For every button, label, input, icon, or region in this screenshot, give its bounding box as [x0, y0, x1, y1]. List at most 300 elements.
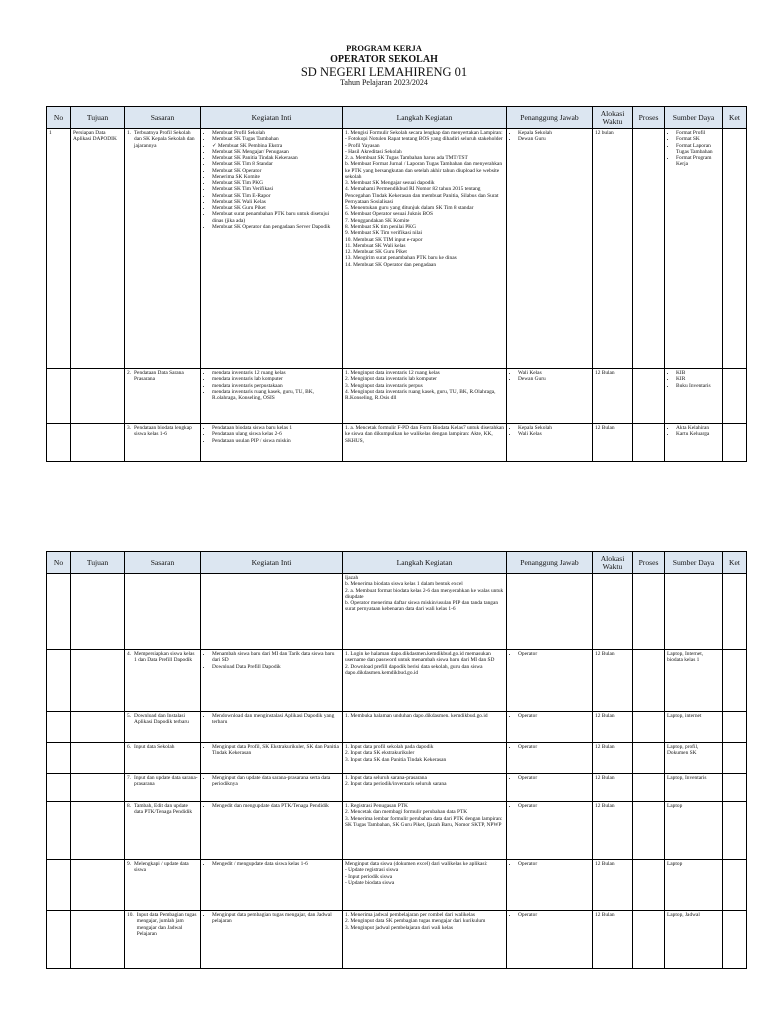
cell-kegiatan-inti [201, 712, 343, 743]
pj-list [509, 425, 590, 438]
langkah-item: - Input periodik siswa [345, 873, 393, 880]
sumber-item: • Akta Kelahiran [676, 425, 720, 431]
sasaran-number: 3. [127, 425, 132, 431]
kegiatan-item: • mendata inventaris perpustakaan [212, 383, 340, 389]
langkah-item: 3. Input data SK dan Panitia Tindak Kekerasan [345, 756, 447, 763]
cell-ket [723, 129, 747, 369]
col-header-alokasi-waktu: Alokasi Waktu [593, 552, 633, 574]
kegiatan-item: • Mengedit / mengupdate data siswa kelas 1-6 [212, 861, 340, 867]
cell-langkah-kegiatan [343, 712, 507, 743]
sasaran-number: 10. [127, 912, 134, 918]
cell-alokasi-waktu: 12 Bulan [593, 424, 633, 462]
cell-sumber-daya [665, 860, 723, 911]
cell-alokasi-waktu: 12 Bulan [593, 650, 633, 712]
langkah-item: 2. Menginput data SK pembagian tugas mengajar dari kurikulum [345, 918, 486, 925]
cell-kegiatan-inti [201, 911, 343, 969]
langkah-item: 1. Input data profil sekolah pada dapodik [345, 744, 434, 750]
cell-tujuan [71, 802, 125, 860]
kegiatan-item: • Membuat SK Tugas Tambahan [212, 136, 340, 142]
cell-sasaran [125, 860, 201, 911]
cell-tujuan [71, 743, 125, 774]
cell-kegiatan-inti [201, 574, 343, 650]
kegiatan-item: • Menginput data pembagian tugas mengajar, dan Jadwal pelajaran [212, 912, 340, 925]
cell-ket [723, 574, 747, 650]
cell-no [47, 911, 71, 969]
pj-item: • Dewan Guru [518, 136, 590, 142]
langkah-item: 1. Registrasi Penugasan PTK [345, 803, 408, 809]
cell-sumber-daya [665, 574, 723, 650]
cell-alokasi-waktu: 12 Bulan [593, 774, 633, 802]
pj-item: • Dewan Guru [518, 376, 590, 382]
pj-list [509, 912, 590, 918]
kegiatan-item: • Pendataan ulang siswa kelas 2-6 [212, 431, 340, 437]
sasaran-text: Input data Sekolah [134, 744, 175, 750]
langkah-item: 6. Membuat Operator sesuai Juknis BOS [345, 211, 434, 218]
cell-langkah-kegiatan [343, 860, 507, 911]
cell-sasaran [125, 650, 201, 712]
sumber-item: • KIR [676, 376, 720, 382]
langkah-item: 11. Membuat SK Wali kelas [345, 242, 406, 249]
pj-list [509, 775, 590, 781]
cell-tujuan [71, 650, 125, 712]
col-header-proses: Proses [633, 552, 665, 574]
cell-alokasi-waktu: 12 Bulan [593, 743, 633, 774]
kegiatan-list [203, 912, 340, 925]
langkah-item: b. Membuat Format Jurnal / Laporan Tugas Tambahan dan menyerahkan ke PTK yang bersangkutan dan setelah akhir tahun diupload ke website sekolah [345, 161, 503, 180]
kegiatan-list [203, 425, 340, 444]
cell-proses [633, 774, 665, 802]
kegiatan-item: • Membuat SK Tim PKG [212, 180, 340, 186]
pj-item: • Operator [518, 803, 590, 809]
cell-no: 1 [47, 129, 71, 369]
langkah-item: 4. Menginput data inventaris ruang kasek, guru, TU, BK, R.Olahraga, R.Konseling, R.Osis dll [345, 388, 496, 402]
kegiatan-item: • Download Data Prefill Dapodik [212, 664, 340, 670]
kegiatan-item: • mendata inventaris 12 ruang kelas [212, 370, 340, 376]
langkah-item: 1. Membuka halaman unduhan dapo.dikdasmen. kemdikbud.go.id [345, 713, 488, 719]
pj-item: • Operator [518, 861, 590, 867]
sasaran-item [127, 775, 198, 788]
sasaran-number: 6. [127, 744, 132, 750]
sasaran-number: 1. [127, 130, 132, 136]
cell-langkah-kegiatan [343, 911, 507, 969]
cell-proses [633, 129, 665, 369]
pj-item: • Operator [518, 775, 590, 781]
langkah-item: 1. a. Mencetak formulir F-PD dan Form Biodata Kelas7 untuk diserahkan ke siswa dan dikumpulkan ke walikelas dengan lampiran: Akte, KK, SKHUS, [345, 425, 504, 444]
kegiatan-list [203, 651, 340, 670]
langkah-item: 2. Download prefill dapodik berisi data sekolah, guru dan siswa dapo.dikdasmen.kemdikbud.go.id [345, 663, 483, 676]
table-row [47, 369, 747, 424]
sumber-item: • Format Profil [676, 130, 720, 136]
cell-kegiatan-inti [201, 860, 343, 911]
col-header-sasaran: Sasaran [125, 552, 201, 574]
langkah-item: b. Operator menerima daftar siswa miskin/usulan PIP dan tanda tangan surat pernyataan kebenaran data dari wali kelas 1-6 [345, 600, 499, 613]
pj-list [509, 130, 590, 143]
cell-kegiatan-inti [201, 424, 343, 462]
cell-proses [633, 743, 665, 774]
cell-penanggung-jawab [507, 369, 593, 424]
kegiatan-list [203, 861, 340, 867]
cell-no [47, 574, 71, 650]
pj-item: • Kepala Sekolah [518, 130, 590, 136]
sumber-item: Laptop, Jadwal [667, 912, 700, 918]
cell-tujuan: Persiapan Data Aplikasi DAPODIK [71, 129, 125, 369]
cell-proses [633, 860, 665, 911]
sasaran-text: Melengkapi / update data siswa [134, 861, 189, 874]
kegiatan-list [203, 370, 340, 401]
title-school: SD NEGERI LEMAHIRENG 01 [300, 64, 468, 79]
langkah-item: 2. Input data SK ekstrakurikuler [345, 750, 415, 757]
langkah-item: 5. Menentukan guru yang ditunjuk dalam SK Tim 8 standar [345, 205, 474, 212]
cell-no [47, 424, 71, 462]
pj-item: • Operator [518, 651, 590, 657]
sumber-item: • Kartu Keluarga [676, 431, 720, 437]
cell-sumber-daya [665, 424, 723, 462]
sasaran-number: 7. [127, 775, 132, 781]
cell-sumber-daya [665, 712, 723, 743]
table-row [47, 712, 747, 743]
pj-item: • Operator [518, 744, 590, 750]
sasaran-text: Download dan Instalasi Aplikasi Dapodik terbaru [134, 713, 189, 726]
kegiatan-list [203, 803, 340, 809]
langkah-item: 2. Input data periodik/inventaris seluruh sarana [345, 781, 447, 788]
cell-alokasi-waktu: 12 Bulan [593, 802, 633, 860]
cell-sumber-daya [665, 802, 723, 860]
cell-langkah-kegiatan [343, 369, 507, 424]
cell-no [47, 369, 71, 424]
langkah-item: 2. a. Membuat SK Tugas Tambahan harus ada TMT/TST [345, 155, 468, 162]
sumber-list [667, 370, 720, 389]
cell-tujuan [71, 860, 125, 911]
cell-ket [723, 424, 747, 462]
col-header-kegiatan-inti: Kegiatan Inti [201, 552, 343, 574]
kegiatan-list [203, 775, 340, 788]
cell-penanggung-jawab [507, 424, 593, 462]
kegiatan-item: • Membuat SK Mengajar/ Penugasan [212, 149, 340, 155]
title-year: Tahun Pelajaran 2023/2024 [340, 77, 428, 87]
langkah-item: - Fotokopi Notulen Rapat tentang BOS yang dihadiri seluruh stakeholder [345, 136, 503, 143]
cell-no [47, 802, 71, 860]
kegiatan-item: • Membuat surat penambahan PTK baru untuk disetujui dinas (jika ada) [212, 211, 340, 224]
table-row [47, 129, 747, 369]
table-row [47, 774, 747, 802]
sasaran-item [127, 130, 198, 149]
sumber-list [667, 130, 720, 168]
cell-penanggung-jawab [507, 712, 593, 743]
col-header-sumber-daya: Sumber Daya [665, 107, 723, 129]
langkah-item: 2. Mencetak dan membagi formulir perubahan data PTK [345, 809, 468, 816]
cell-ket [723, 802, 747, 860]
cell-sasaran [125, 712, 201, 743]
sasaran-text: Input data Pembagian tugas mengajar, jumlah jam mengajar dan Jadwal Pelajaran [136, 912, 197, 937]
cell-ket [723, 911, 747, 969]
langkah-item: 3. Membuat SK Mengajar sesuai dapodik [345, 180, 435, 187]
col-header-ket: Ket [723, 552, 747, 574]
document-header [0, 0, 768, 88]
title-operator: OPERATOR SEKOLAH [330, 53, 438, 65]
langkah-item: 2. a. Membuat format biodata kelas 2-6 dan menyerahkan ke walas untuk diupdate [345, 587, 504, 600]
kegiatan-item: • Membuat Profil Sekolah [212, 130, 340, 136]
cell-tujuan [71, 911, 125, 969]
cell-no [47, 860, 71, 911]
sasaran-text: Mempersiapkan siswa kelas 1 dan Data Prefill Dapodik [134, 651, 195, 664]
kegiatan-item: • mendata inventaris lab komputer [212, 376, 340, 382]
col-header-penanggung-jawab: Penanggung Jawab [507, 107, 593, 129]
cell-penanggung-jawab [507, 774, 593, 802]
table-row [47, 650, 747, 712]
langkah-item: 7. Menggandakan SK Komite [345, 217, 410, 224]
cell-sasaran [125, 369, 201, 424]
cell-langkah-kegiatan [343, 650, 507, 712]
kegiatan-item: • mendata inventaris ruang kasek, guru, TU, BK, R.olahraga, Konseling, OSIS [212, 389, 340, 402]
pj-item: • Wali Kelas [518, 370, 590, 376]
sasaran-number: 5. [127, 713, 132, 719]
cell-kegiatan-inti [201, 650, 343, 712]
sumber-item: Laptop, internet [667, 713, 702, 719]
kegiatan-item: • Membuat SK Operator [212, 168, 340, 174]
col-header-langkah-kegiatan: Langkah Kegiatan [343, 552, 507, 574]
cell-sumber-daya [665, 774, 723, 802]
cell-proses [633, 712, 665, 743]
sasaran-number: 2. [127, 370, 132, 376]
cell-tujuan [71, 369, 125, 424]
pj-list [509, 861, 590, 867]
cell-langkah-kegiatan [343, 424, 507, 462]
cell-proses [633, 369, 665, 424]
cell-penanggung-jawab [507, 743, 593, 774]
cell-sumber-daya [665, 911, 723, 969]
col-header-sumber-daya: Sumber Daya [665, 552, 723, 574]
langkah-item: 4. Memahami Permendikbud RI Nomor 82 tahun 2015 tentang Pencegahan Tindak Kekerasan dan membuat Panitia, Silabus dan Surat Pernyataan Sosialisasi [345, 186, 499, 205]
cell-tujuan [71, 424, 125, 462]
sumber-item: • Buku Inventaris [676, 383, 720, 389]
pj-list [509, 713, 590, 719]
cell-proses [633, 574, 665, 650]
langkah-item: 12. Membuat SK Guru Piket [345, 249, 407, 256]
col-header-penanggung-jawab: Penanggung Jawab [507, 552, 593, 574]
pj-item: • Kepala Sekolah [518, 425, 590, 431]
langkah-item: 1. Input data seluruh sarana-prasarana [345, 775, 427, 781]
kegiatan-item: • Pendataan usulan PIP / siswa miskin [212, 438, 340, 444]
work-program-table-2 [46, 551, 747, 969]
cell-penanggung-jawab [507, 574, 593, 650]
cell-penanggung-jawab [507, 860, 593, 911]
kegiatan-item: • Membuat SK Tim 8 Standar [212, 161, 340, 167]
cell-no [47, 712, 71, 743]
cell-penanggung-jawab [507, 650, 593, 712]
langkah-item: 1. Mengisi Formulir Sekolah secara lengkap dan menyertakan Lampiran: [345, 130, 503, 136]
langkah-item: 1. Menerima jadwal pembelajaran per rombel dari walikelas [345, 912, 475, 918]
col-header-tujuan: Tujuan [71, 552, 125, 574]
langkah-item: 1. Menginput data inventaris 12 ruang kelas [345, 370, 440, 376]
sumber-item: • Format Laporan Tugas Tambahan [676, 143, 720, 156]
cell-penanggung-jawab [507, 129, 593, 369]
sasaran-text: Pendataan Data Sarana Prasarana [134, 370, 184, 383]
pj-list [509, 744, 590, 750]
langkah-item: b. Menerima biodata siswa kelas 1 dalam bentuk excel [345, 581, 463, 588]
cell-kegiatan-inti [201, 743, 343, 774]
langkah-item: 13. Mengirim surat penambahan PTK baru ke dinas [345, 255, 457, 262]
sumber-item: • Format Program Kerja [676, 155, 720, 168]
kegiatan-item: • Menginput data Profil, SK Ekstrakurikuler, SK dan Panitia Tindak Kekerasan [212, 744, 340, 757]
kegiatan-item: • Membuat SK Tim Verifikasi [212, 186, 340, 192]
sasaran-text: Terbuatnya Profil Sekolah dan SK Kepala Sekolah dan jajarannya [134, 130, 195, 149]
cell-tujuan [71, 574, 125, 650]
cell-alokasi-waktu: 12 Bulan [593, 712, 633, 743]
sumber-item: Laptop, Internet, biodata kelas 1 [667, 651, 704, 664]
cell-sasaran [125, 911, 201, 969]
col-header-tujuan: Tujuan [71, 107, 125, 129]
header-row [47, 107, 747, 129]
table-row [47, 802, 747, 860]
cell-sasaran [125, 774, 201, 802]
langkah-item: 3. Menerima lembar formulir perubahan data dari PTK dengan lampiran: SK Tugas Tambahan, SK Guru Piket, Ijazah Baru, Nomor SKTP, NPWP [345, 815, 503, 828]
title-program-kerja: PROGRAM KERJA [346, 43, 422, 53]
cell-langkah-kegiatan [343, 802, 507, 860]
cell-alokasi-waktu: 12 Bulan [593, 911, 633, 969]
sasaran-text: Tambah, Edit dan update data PTK/Tenaga Pendidik [134, 803, 193, 816]
pj-item: • Operator [518, 713, 590, 719]
cell-proses [633, 802, 665, 860]
cell-kegiatan-inti [201, 802, 343, 860]
cell-ket [723, 650, 747, 712]
cell-no [47, 774, 71, 802]
cell-ket [723, 369, 747, 424]
langkah-item: 9. Membuat SK Tim verifikasi nilai [345, 230, 422, 237]
header-row [47, 552, 747, 574]
col-header-kegiatan-inti: Kegiatan Inti [201, 107, 343, 129]
sasaran-item [127, 651, 198, 664]
cell-langkah-kegiatan [343, 774, 507, 802]
cell-penanggung-jawab [507, 911, 593, 969]
cell-ket [723, 774, 747, 802]
kegiatan-item: • Menerima SK Komite [212, 174, 340, 180]
langkah-item: - Profil Yayasan [345, 142, 380, 149]
cell-sasaran [125, 802, 201, 860]
col-header-proses: Proses [633, 107, 665, 129]
cell-ket [723, 860, 747, 911]
sumber-item: Laptop, Inventaris [667, 775, 707, 781]
col-header-ket: Ket [723, 107, 747, 129]
kegiatan-item: • Membuat SK Wali Kelas [212, 199, 340, 205]
langkah-item: Ijazah [345, 575, 359, 581]
sumber-item: Laptop [667, 803, 683, 809]
col-header-sasaran: Sasaran [125, 107, 201, 129]
cell-ket [723, 743, 747, 774]
cell-alokasi-waktu: 12 Bulan [593, 860, 633, 911]
cell-proses [633, 650, 665, 712]
cell-no [47, 650, 71, 712]
kegiatan-item: • Membuat SK Tim E-Rapor [212, 193, 340, 199]
kegiatan-list [203, 130, 340, 230]
col-header-no: No [47, 552, 71, 574]
col-header-alokasi-waktu: Alokasi Waktu [593, 107, 633, 129]
col-header-langkah-kegiatan: Langkah Kegiatan [343, 107, 507, 129]
sumber-list [667, 425, 720, 438]
kegiatan-item: • Mengedit dan mengupdate data PTK/Tenaga Pendidik [212, 803, 340, 809]
pj-list [509, 803, 590, 809]
cell-sasaran [125, 743, 201, 774]
cell-sumber-daya [665, 129, 723, 369]
langkah-item: - Update biodata siswa [345, 879, 395, 886]
cell-sumber-daya [665, 650, 723, 712]
cell-sasaran [125, 574, 201, 650]
sumber-item: Laptop [667, 861, 683, 867]
cell-sumber-daya [665, 743, 723, 774]
langkah-item: 8. Membuat SK tim penilai PKG [345, 223, 416, 230]
cell-alokasi-waktu [593, 574, 633, 650]
langkah-item: 14. Membuat SK Operator dan pengadaan [345, 261, 437, 268]
cell-langkah-kegiatan [343, 743, 507, 774]
cell-kegiatan-inti [201, 129, 343, 369]
cell-proses [633, 424, 665, 462]
pj-list [509, 651, 590, 657]
pj-list [509, 370, 590, 383]
sasaran-number: 9. [127, 861, 132, 867]
sasaran-item [127, 803, 198, 816]
cell-langkah-kegiatan [343, 129, 507, 369]
table-row [47, 743, 747, 774]
pj-item: • Operator [518, 912, 590, 918]
table-row [47, 860, 747, 911]
kegiatan-item: • ✓ Membuat SK Pembina Ekstra [212, 143, 340, 149]
kegiatan-item: • Membuat SK Panitia Tindak Kekerasan [212, 155, 340, 161]
sumber-item: • KIB [676, 370, 720, 376]
kegiatan-item: • Pendataan biodata siswa baru kelas 1 [212, 425, 340, 431]
kegiatan-list [203, 713, 340, 726]
sasaran-number: 4. [127, 651, 132, 657]
cell-kegiatan-inti [201, 369, 343, 424]
sasaran-number: 8. [127, 803, 132, 809]
cell-proses [633, 911, 665, 969]
cell-penanggung-jawab [507, 802, 593, 860]
langkah-item: - Hasil Akreditasi Sekolah [345, 148, 402, 155]
kegiatan-item: • Menambah siswa baru dari MI dan Tarik data siswa baru dari SD [212, 651, 340, 664]
langkah-item: 10. Membuat SK TIM input e-rapor [345, 236, 423, 243]
kegiatan-item: • Menginput dan update data sarana-prasarana serta data periodiknya [212, 775, 340, 788]
cell-alokasi-waktu: 12 bulan [593, 129, 633, 369]
cell-ket [723, 712, 747, 743]
table-row [47, 911, 747, 969]
langkah-item: 3. Menginput jadwal pembelajaran dari wali kelas [345, 924, 453, 931]
table-row [47, 574, 747, 650]
langkah-item: Menginput data siswa (dokumen excel) dari walikelas ke aplikasi: [345, 861, 488, 867]
sasaran-item [127, 425, 198, 438]
sumber-item: Laptop, profil, Dokumen SK [667, 744, 699, 757]
sasaran-item [127, 370, 198, 383]
cell-sasaran [125, 129, 201, 369]
langkah-item: 1. Login ke halaman dapo.dikdasmen.kemdikbud.go.id memasukan username dan password untuk menambah siswa baru dari MI dan SD [345, 651, 495, 664]
col-header-no: No [47, 107, 71, 129]
work-program-table-1 [46, 106, 747, 462]
kegiatan-list [203, 744, 340, 757]
langkah-item: 3. Menginput data inventaris perpus [345, 382, 423, 389]
sasaran-item [127, 713, 198, 726]
sasaran-item [127, 744, 198, 750]
cell-langkah-kegiatan [343, 574, 507, 650]
cell-kegiatan-inti [201, 774, 343, 802]
cell-sumber-daya [665, 369, 723, 424]
cell-sasaran [125, 424, 201, 462]
sasaran-text: Pendataan biodata lengkap siswa kelas 1-6 [134, 425, 192, 438]
cell-tujuan [71, 712, 125, 743]
langkah-item: 2. Menginput data inventaris lab komputer [345, 376, 437, 383]
kegiatan-item: • Mendownload dan menginstalasi Aplikasi Dapodik yang terbaru [212, 713, 340, 726]
sasaran-text: Input dan update data sarana-prasarana [134, 775, 198, 788]
cell-alokasi-waktu: 12 Bulan [593, 369, 633, 424]
table-row [47, 424, 747, 462]
cell-no [47, 743, 71, 774]
sumber-item: • Format SK [676, 136, 720, 142]
